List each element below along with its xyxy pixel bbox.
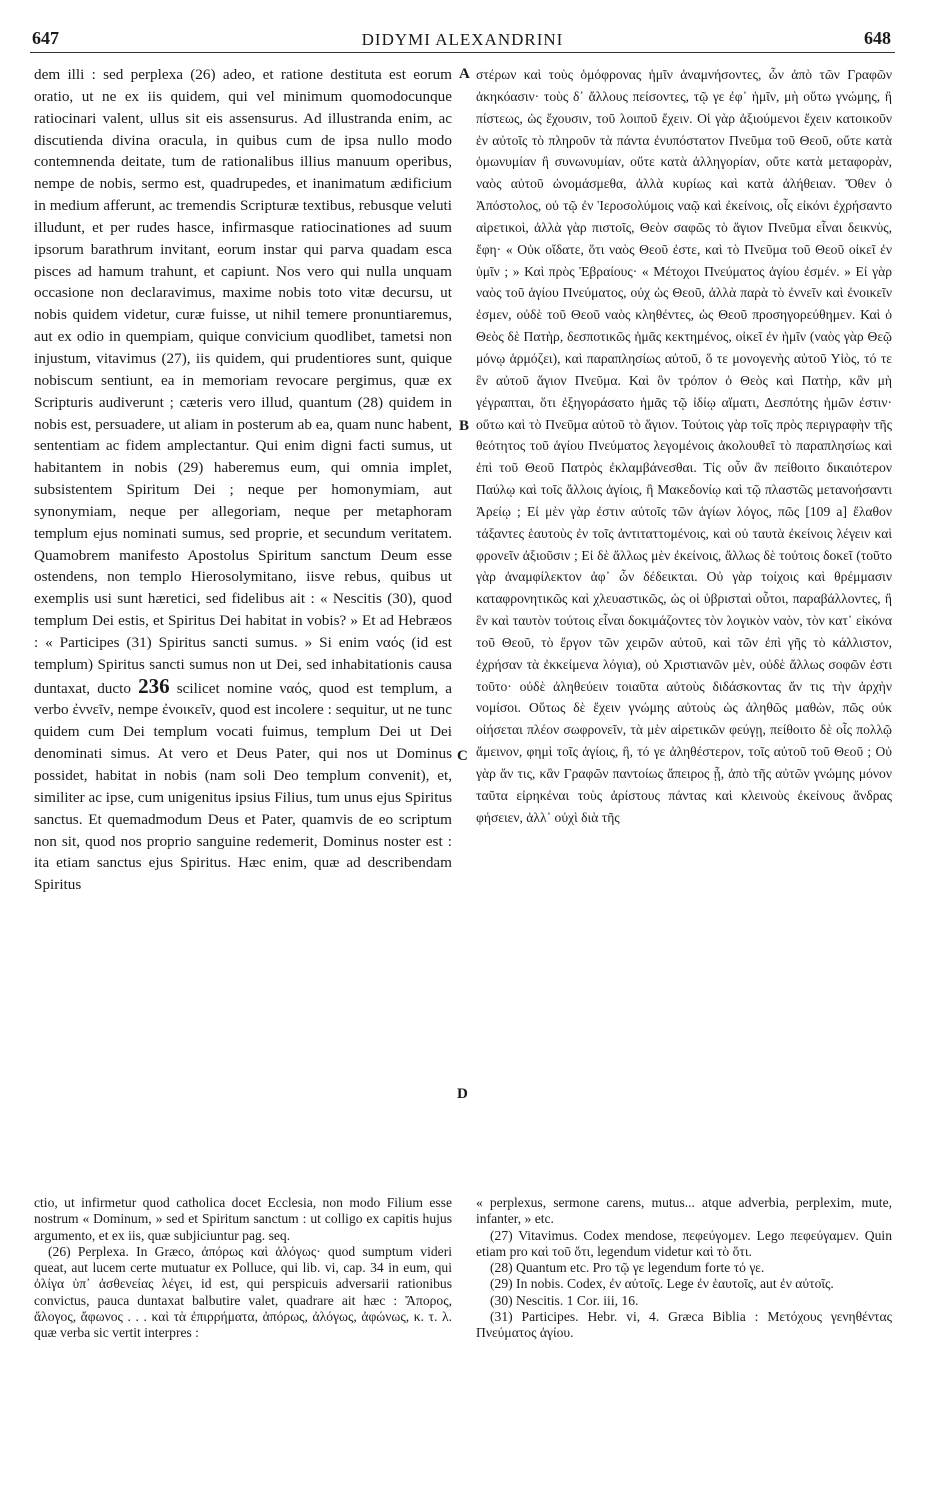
footnote-continuation: ctio, ut infirmetur quod catholica docet Ecclesia, non modo Filium esse nostrum « Dominum, » sed et Spiritum sanctum : ut colligo ex capitis hujus argumento, et ex iis, quæ subjiciuntur pag. seq.	[34, 1195, 452, 1243]
footnotes-right	[476, 1195, 892, 1342]
margin-letter-b: B	[459, 418, 470, 434]
margin-letter-d: D	[457, 1086, 468, 1102]
edition-page-marker: 236	[138, 673, 170, 698]
footnote-27: (27) Vitavimus. Codex mendose, πεφεύγομεν. Lego πεφεύγαμεν. Quin etiam pro καὶ τοῦ ὅτι, legendum videtur καὶ τὸ ὅτι.	[476, 1227, 892, 1259]
footnote-26-continuation: « perplexus, sermone carens, mutus... atque adverbia, perplexim, mute, infanter, » etc.	[476, 1195, 892, 1227]
footnote-29: (29) In nobis. Codex, ἐν αὐτοῖς. Lege ἐν ἑαυτοῖς, aut ἐν αὐτοῖς.	[490, 1276, 834, 1292]
footnote-30: (30) Nescitis. 1 Cor. iii, 16.	[490, 1292, 639, 1308]
page-header	[30, 28, 895, 53]
footnote-31: (31) Participes. Hebr. vi, 4. Græca Biblia : Μετόχους γενηθέντας Πνεύματος ἁγίου.	[476, 1309, 892, 1341]
page-number-right: 648	[864, 28, 891, 48]
latin-column	[34, 64, 452, 896]
latin-text-part-1: dem illi : sed perplexa (26) adeo, et ratione destituta est eorum oratio, ut ne ex iis quidem, qui vel minimum quomodocunque ratiocinari valent, ullus sit eis assensurus. Ad illustranda enim, ac discutienda divina oracula, in quibus cum de ipsa nullo modo contemnenda deitate, tum de rationalibus illius manuum operibus, nempe de nobis, sermo est, quadrupedes, et inanimatum ædificium in medium afferunt, ac tremendis Scripturæ textibus, rebusque veluti illudunt, et per rudes hasce, infirmasque ratiocinationes ad suum ipsorum barathrum invitant, eorum instar qui parva quadam esca pisces ad hamum trahunt, et capiunt. Nos vero qui nulla unquam occasione non declaravimus, maxime nobis toto vitæ decursu, ut nobis quidem videtur, curæ fuisse, ut nihil temere pronuntiaremus, aut ex odio in quempiam, quique convicium quodlibet, tametsi non injustum, vitavimus (27), iis quidem, qui prudentiores sunt, quique nobiscum sentiunt, ea in memoriam revocare pergimus, quæ ex Scripturis audiverunt ; cæteris vero illud, quantum (28) quidem in nobis est, persuadere, ut aliam in posterum ab ea, quam nunc habent, sententiam ac fidem amplectantur. Qui enim digni facti sumus, ut habitantem in nobis (29) haberemus eum, qui omnia implet, subsistentem Spiritum Dei ; neque per homonymiam, aut synonymiam, neque per allegoriam, neque per metaphoram templum ejus nominati sumus, sed proprie, et secundum veritatem. Quamobrem manifesto Apostolus Spiritum sanctum Deum esse ostendens, non templo Hierosolymitano, iisve rebus, quibus ut exemplis usi sunt hæretici, sed fidelibus ait : « Nescitis (30), quod templum Dei estis, et Spiritus Dei habitat in vobis? » Et ad Hebræos : « Participes (31) Spiritus sancti sumus. » Si enim ναός (id est templum) Spiritus sancti sumus non ut Dei, sed inhabitationis causa duntaxat, ducto	[34, 66, 452, 697]
footnotes-left	[34, 1195, 452, 1342]
margin-letter-a: A	[459, 66, 470, 82]
footnote-28: (28) Quantum etc. Pro τῷ γε legendum forte τό γε.	[490, 1260, 765, 1276]
latin-text-part-2: scilicet nomine ναός, quod est templum, a verbo ἐννεῖν, nempe ἐνοικεῖν, quod est incolere : sequitur, ut ne tunc quidem cum Dei templum vocati fuimus, templum Dei ut Dei denominati simus. At vero et Deus Pater, qui nos ut Dominus possidet, habitat in nobis (nam soli Deo templum convenit), et, similiter ac ipse, cum unigenitus ipsius Filius, tum unus ejus Spiritus sanctus. Et quemadmodum Deus et Pater, quamvis de eo scriptum non sit, quod nos proprio sanguine redemerit, Dominus noster est : ita etiam sanctus ejus Spiritus. Hæc enim, quæ ad describendam Spiritus	[34, 679, 453, 894]
page-number-left: 647	[32, 28, 59, 48]
greek-column: στέρων καὶ τοὺς ὁμόφρονας ἡμῖν ἀναμνήσοντες, ὧν ἀπὸ τῶν Γραφῶν ἀκηκόασιν· τοὺς δ᾽ ἄλλους πείσοντες, τῷ γε ἐφ᾽ ἡμῖν, μὴ οὕτω γνώμης, ἢ πίστεως, ὡς ἔχουσιν, τοῦ λοιποῦ ἔχειν. Οἱ γὰρ ἀξιούμενοι ἔχειν κατοικοῦν ἐν αὐτοῖς τὸ πληροῦν τὰ πάντα ἐνυπόστατον Πνεῦμα τοῦ Θεοῦ, οὔτε κατὰ ὁμωνυμίαν ἢ συνωνυμίαν, οὔτε κατὰ ἀλληγορίαν, οὔτε κατὰ μεταφορὰν, ναὸς αὐτοῦ ὠνομάσμεθα, ἀλλὰ κυρίως καὶ κατὰ ἀλήθειαν. Ὅθεν ὁ Ἀπόστολος, οὐ τῷ ἐν Ἱεροσολύμοις ναῷ καὶ ἐκείνοις, οἷς εἰκόνι ἐχρήσαντο αἱρετικοὶ, ἀλλὰ γὰρ πιστοῖς, Θεὸν σαφῶς τὸ ἅγιον Πνεῦμα εἶναι δεικνὺς, ἔφη· « Οὐκ οἴδατε, ὅτι ναὸς Θεοῦ ἐστε, καὶ τὸ Πνεῦμα τοῦ Θεοῦ οἰκεῖ ἐν ὑμῖν ; » Καὶ πρὸς Ἑβραίους· « Μέτοχοι Πνεύματος ἁγίου ἐσμέν. » Εἰ γὰρ ναὸς τοῦ ἁγίου Πνεύματος, οὐχ ὡς Θεοῦ, ἀλλὰ παρὰ τὸ ἐννεῖν καὶ ἐνοικεῖν ἐσμεν, οὐδὲ τοῦ Θεοῦ ναὸς κληθέντες, ὡς Θεοῦ προσηγορεύθημεν. Καὶ ὁ Θεὸς δὲ Πατὴρ, δεσποτικῶς ἡμᾶς κεκτημένος, οἰκεῖ ἐν ἡμῖν (ναὸς γὰρ Θεῷ μόνῳ ἁρμόζει), καὶ παραπλησίως αὐτοῦ, ὅ τε μονογενὴς αὐτοῦ Υἱὸς, τό τε ἓν αὐτοῦ ἅγιον Πνεῦμα. Καὶ ὃν τρόπον ὁ Θεὸς καὶ Πατὴρ, κἂν μὴ γέγραπται, ὅτι ἐξηγοράσατο ἡμᾶς τῷ ἰδίῳ αἵματι, Δεσπότης ἡμῶν ἐστιν· οὕτω καὶ τὸ Πνεῦμα αὐτοῦ τὸ ἅγιον. Τούτοις γὰρ τοῖς πρὸς περιγραφὴν τῆς θεότητος τοῦ ἁγίου Πνεύματος λεγομένοις ἀκολουθεῖ τὸ παραπλησίως καὶ ἐπὶ τοῦ Θεοῦ Πατρὸς ἐκλαμβάνεσθαι. Τίς οὖν ἂν πείθοιτο δικαιότερον Παύλῳ καὶ τοῖς ἄλλοις ἁγίοις, ἢ Μακεδονίῳ καὶ τῷ πλαστῶς μετανοήσαντι Ἀρείῳ ; Εἰ μὲν γὰρ ἐστιν αὐτοῖς τῶν ἁγίων λόγος, πῶς [109 a] ἔλαθον τάξαντες ἑαυτοὺς ἐν τοῖς ἀντιταττομένοις, καὶ οὐ ταυτὰ ἐκείνοις λέγειν καὶ φρονεῖν ἀξιοῦσιν ; Εἰ δὲ ἄλλως μὲν ἐκείνοις, ἄλλως δὲ τούτοις δοκεῖ (τοῦτο γὰρ ἀναμφίλεκτον ἀφ᾽ ὧν δέδεικται. Οὐ γὰρ τοίχοις καὶ θρέμμασιν καταφρονητικῶς καὶ χλευαστικῶς, ὡς οἱ ὑβρισταὶ οὗτοι, παραβάλλοντες, ἢ ἓν καὶ ταυτὸν τούτοις εἶναι δοκιμάζοντες τὸν λογικὸν ναὸν, τὸν κατ᾽ εἰκόνα τοῦ Θεοῦ, τὸ ἔργον τῶν χειρῶν αὐτοῦ, καὶ τῶν ἐπὶ γῆς τὸ κάλλιστον, ἐχρήσαν τὰ ἐκκείμενα λόγια), οὐ Χριστιανῶν μὲν, οὐδὲ ἄλλως σοφῶν ἐστι τοῦτο· οὐδὲ ἀληθεύειν τοιαῦτα αὐτοὺς διδάσκοντας ἄν τις τὴν ἀρχὴν νομίσοι. Οὕτως δὲ ἔχειν γνώμης αὐτοὺς ὡς ἀληθῶς μαθὼν, πῶς οὐκ οἰήσεται πλέον σωφρονεῖν, τὰ μὲν αἱρετικῶν φεύγῃ, πείθοιτο δὲ οἷς πολλῷ ἄμεινον, φημὶ τοῖς ἁγίοις, ἢ, τό γε ἀληθέστερον, τοῖς αὐτοῦ τοῦ Θεοῦ ; Οὐ γὰρ ἄν τις, κἂν Γραφῶν παντοίως ἄπειρος ᾖ, ἀπὸ τῆς αὐτῶν γνώμης μόνον ταῦτα εἰρηκέναι τοὺς ἀρίστους πάντας καὶ κλεινοὺς ἐκείνους ἄνδρας φήσειεν, ἀλλ᾽ οὐχὶ διὰ τῆς	[476, 67, 892, 825]
running-title: DIDYMI ALEXANDRINI	[361, 30, 564, 49]
margin-letter-c: C	[457, 748, 468, 764]
footnote-26: (26) Perplexa. In Græco, ἀπόρως καὶ ἀλόγως· quod sumptum videri queat, aut lucem certe mutuatur ex Polluce, qui lib. vi, cap. 34 in eum, qui ὀλίγα ὑπ᾽ ἀσθενείας λέγει, id est, qui perspicuis adversarii rationibus convictus, pauca duntaxat balbutire valet, quadrare ait hæc : Ἄπορος, ἄλογος, ἄφωνος . . . καὶ τὰ ἐπιρρήματα, ἀπόρως, ἀλόγως, ἀφώνως, κ. τ. λ. quæ verba sic vertit interpres :	[34, 1243, 452, 1341]
